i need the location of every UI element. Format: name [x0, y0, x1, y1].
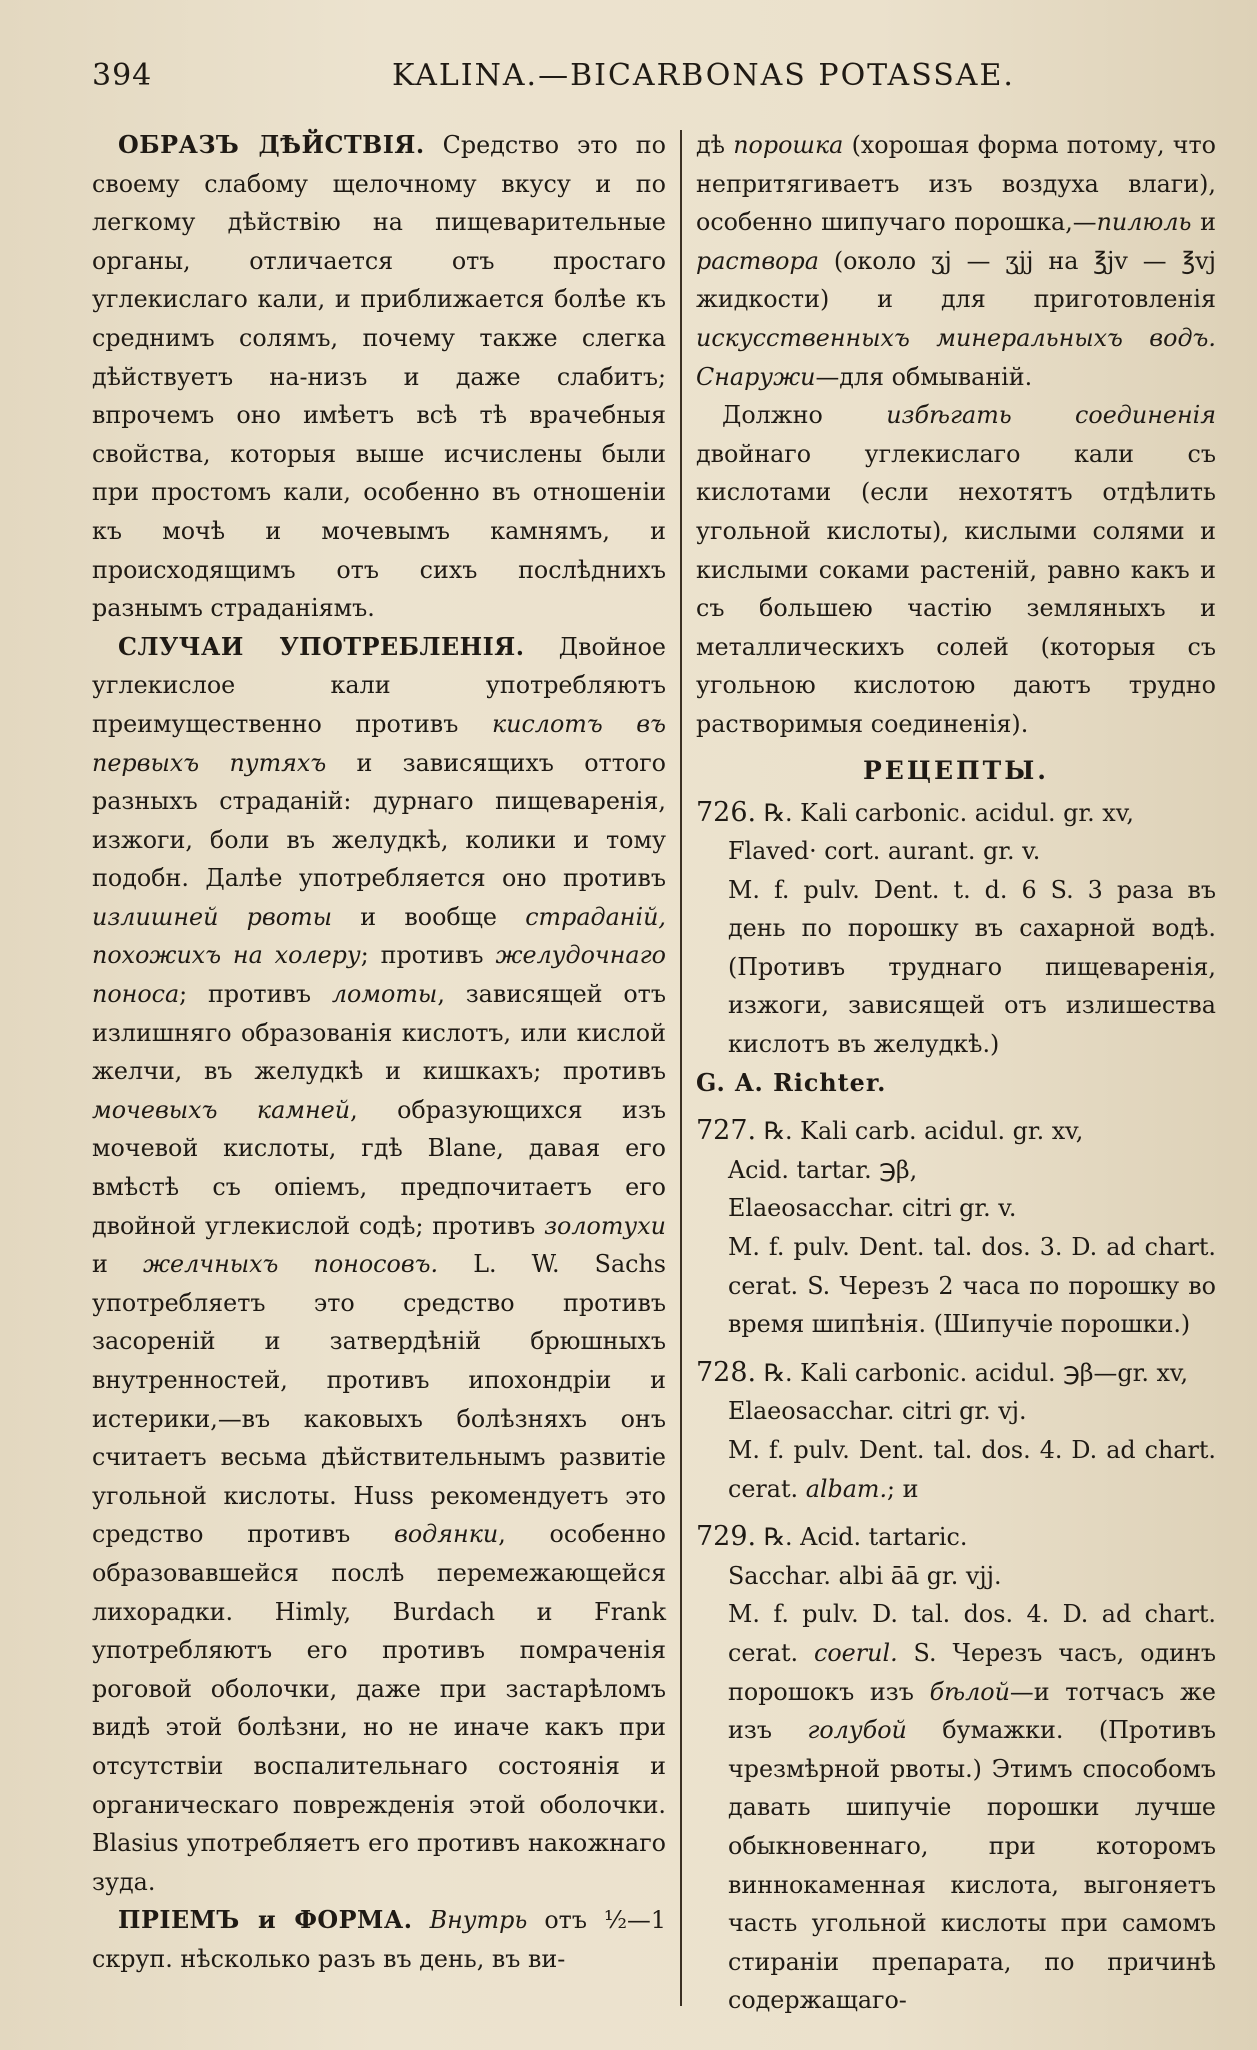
recipe-number: 726. [696, 796, 757, 828]
right-column [682, 126, 1216, 2020]
section-indications: СЛУЧАИ УПОТРЕБЛЕНІЯ. Двойное углекислое кали употребляютъ преимущественно противъ кислотъ въ первыхъ путяхъ и зависящихъ оттого разныхъ страданій: дурнаго пищеваренія, изжоги, боли въ желудкѣ, колики и тому подобн. Далѣе употребляется оно противъ излишней рвоты и вообще страданій, похожихъ на холеру; противъ желудочнаго поноса; противъ ломоты, зависящей отъ излишняго образованія кислотъ, или кислой желчи, въ желудкѣ и кишкахъ; противъ мочевыхъ камней, образующихся изъ мочевой кислоты, гдѣ Blane, давая его вмѣстѣ съ опіемъ, предпочитаетъ его двойной углекислой содѣ; противъ золотухи и желчныхъ поносовъ. L. W. Sachs употребляетъ это средство противъ засореній и затвердѣній брюшныхъ внутренностей, противъ ипохондріи и истерики,—въ каковыхъ болѣзняхъ онъ считаетъ весьма дѣйствительнымъ развитіе угольной кислоты. Huss рекомендуетъ это средство противъ водянки, особенно образовавшейся послѣ перемежающейся лихорадки. Himly, Burdach и Frank употребляютъ его противъ помраченія роговой оболочки, даже при застарѣломъ видѣ этой болѣзни, но не иначе какъ при отсутствіи воспалительнаго состоянія и органическаго поврежденія этой оболочки. Blasius употребляетъ его противъ накожнаго зуда. [92, 632, 667, 1896]
recipes-heading: РЕЦЕПТЫ. [862, 755, 1050, 785]
paragraph-avoid: Должно избѣгать соединенія двойнаго углекислаго кали съ кислотами (если нехотятъ отдѣлить угольной кислоты), кислыми солями и кислыми соками растеній, равно какъ и съ большею частію земляныхъ и металлическихъ солей (которыя съ угольною кислотою даютъ трудно растворимыя соединенія). [696, 401, 1216, 738]
recipe-number: 728. [696, 1356, 757, 1388]
section-dosage: ПРІЕМЪ и ФОРМА. Внутрь отъ ½—1 скруп. нѣсколько разъ въ день, въ ви- [92, 1906, 666, 1973]
running-title: KALINA.—BICARBONAS POTASSAE. [392, 58, 1015, 93]
recipe-726: 726. ℞. Kali carbonic. acidul. gr. xv, Flaved· cort. aurant. gr. v. M. f. pulv. Dent. t. d. 6 S. 3 раза въ день по порошку въ сахарной водѣ. (Противъ труднаго пищеваренія, изжоги, зависящей отъ излишества кислотъ въ желудкѣ.) G. A. Richter. [696, 794, 1216, 1103]
page-number: 394 [92, 58, 153, 93]
recipe-728: 728. ℞. Kali carbonic. acidul. ℈β—gr. xv, Elaeosacchar. citri gr. vj. M. f. pulv. Dent. tal. dos. 4. D. ad chart. cerat. albam.; и [696, 1356, 1216, 1503]
recipe-author: G. A. Richter. [696, 1068, 887, 1097]
running-head [92, 58, 1217, 118]
recipe-729: 729. ℞. Acid. tartaric. Sacchar. albi āā gr. vjj. M. f. pulv. D. tal. dos. 4. D. ad chart. cerat. coerul. S. Черезъ часъ, одинъ порошокъ изъ бѣлой—и тотчасъ же изъ голубой бумажки. (Противъ чрезмѣрной рвоты.) Этимъ способомъ давать шипучіе порошки лучше обыкновеннаго, при которомъ виннокаменная кислота, выгоняетъ часть угольной кислоты при самомъ стираніи препарата, по причинѣ содержащаго- [696, 1521, 1216, 2015]
recipe-number: 727. [696, 1115, 757, 1147]
paragraph-forms: дѣ порошка (хорошая форма потому, что непритягиваетъ изъ воздуха влаги), особенно шипучаго порошка,—пилюль и раствора (около ʒj — ʒjj на ℥jv — ℥vj жидкости) и для приготовленія искусственныхъ минеральныхъ водъ. Снаружи—для обмыванiй. [696, 131, 1216, 391]
section-heading: СЛУЧАИ УПОТРЕБЛЕНІЯ. [118, 632, 525, 661]
section-heading: ОБРАЗЪ ДѢЙСТВІЯ. [118, 131, 425, 159]
two-column-body [92, 126, 1217, 2020]
section-action: ОБРАЗЪ ДѢЙСТВІЯ. Средство это по своему слабому щелочному вкусу и по легкому дѣйствію на пищеварительные органы, отличается отъ простаго углекислаго кали, и приближается болѣе къ среднимъ солямъ, почему также слегка дѣйствуетъ на-низъ и даже слабитъ; впрочемъ оно имѣетъ всѣ тѣ врачебныя свойства, которыя выше исчислены были при простомъ кали, особенно въ отношеніи къ мочѣ и мочевымъ камнямъ, и происходящимъ отъ сихъ послѣднихъ разнымъ страданіямъ. [92, 131, 666, 623]
recipe-number: 729. [696, 1521, 757, 1553]
left-column [92, 126, 680, 2020]
section-heading: ПРІЕМЪ и ФОРМА. [118, 1906, 413, 1935]
recipe-727: 727. ℞. Kali carb. acidul. gr. xv, Acid. tartar. ℈β, Elaeosacchar. citri gr. v. M. f. pulv. Dent. tal. dos. 3. D. ad chart. cerat. S. Черезъ 2 часа по порошку во время шипѣнія. (Шипучіе порошки.) [696, 1115, 1216, 1339]
